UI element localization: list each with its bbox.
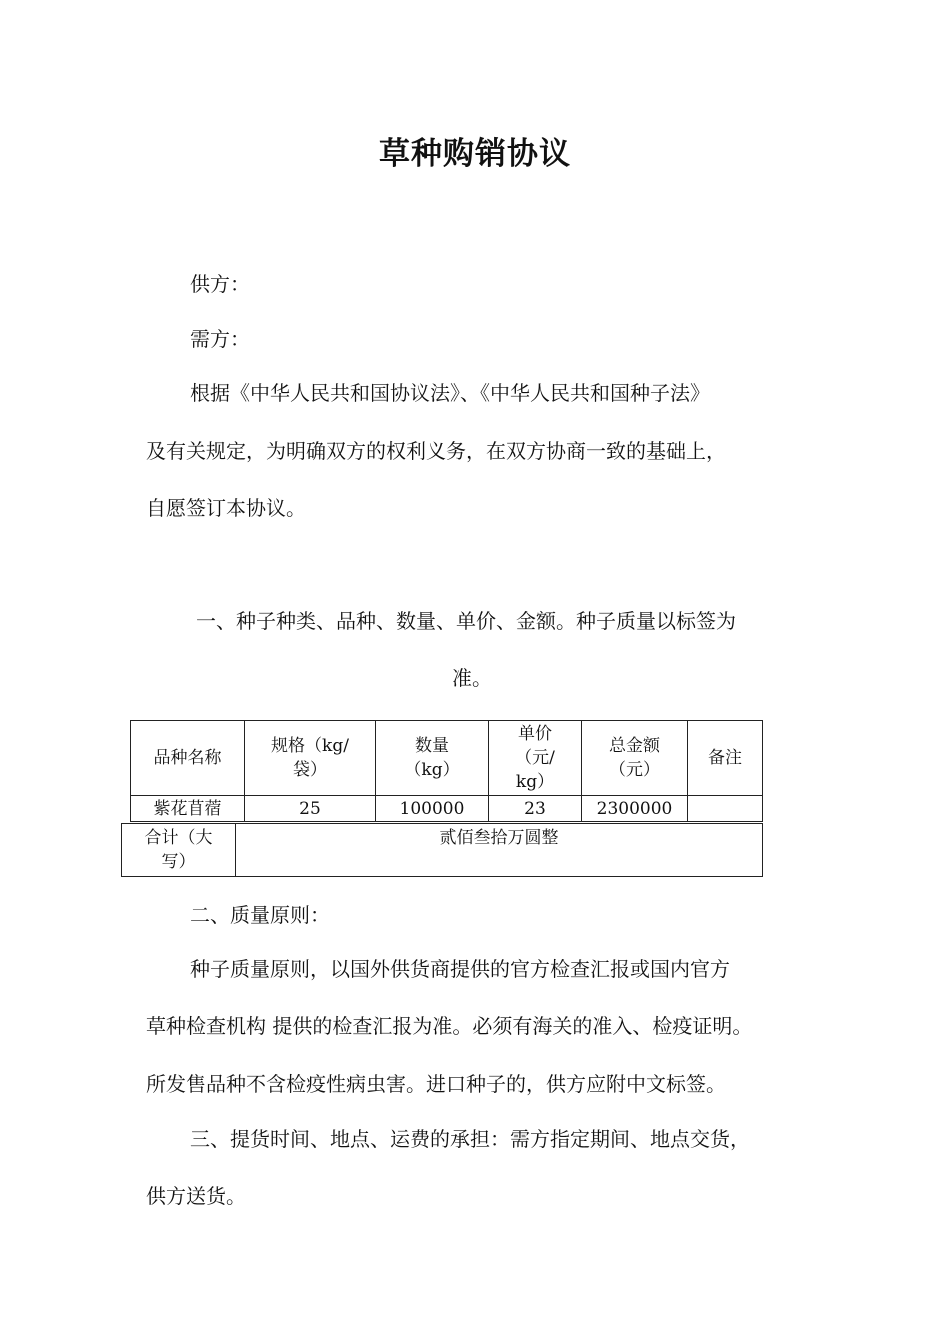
section2-line-2: 草种检查机构 提供的检查汇报为准。必须有海关的准入、检疫证明。	[146, 1014, 753, 1038]
preamble-line-2: 及有关规定，为明确双方的权利义务，在双方协商一致的基础上，	[146, 439, 726, 463]
section1-line-1: 一、种子种类、品种、数量、单价、金额。种子质量以标签为	[196, 609, 736, 633]
section3-line-2: 供方送货。	[146, 1184, 246, 1208]
cell-spec: 25	[245, 796, 376, 822]
table-row	[131, 796, 763, 822]
seed-table	[130, 720, 763, 822]
total-row	[122, 824, 763, 877]
header-spec: 规格（kg/ 袋）	[245, 721, 376, 796]
total-amount-words: 贰佰叁拾万圆整	[236, 824, 763, 877]
section1-line-2: 准。	[452, 666, 492, 690]
total-label: 合计（大 写）	[122, 824, 236, 877]
cell-quantity: 100000	[376, 796, 489, 822]
cell-total: 2300000	[582, 796, 688, 822]
preamble-line-1: 根据《中华人民共和国协议法》、《中华人民共和国种子法》	[190, 381, 710, 405]
page-title: 草种购销协议	[379, 136, 571, 172]
section2-line-1: 种子质量原则，以国外供货商提供的官方检查汇报或国内官方	[190, 957, 730, 981]
buyer-label: 需方：	[190, 327, 250, 351]
header-remarks: 备注	[688, 721, 763, 796]
header-unit-price: 单价 （元/ kg）	[489, 721, 582, 796]
section2-heading: 二、质量原则：	[190, 903, 330, 927]
supplier-label: 供方：	[190, 272, 250, 296]
header-quantity: 数量 （kg）	[376, 721, 489, 796]
table-header-row	[131, 721, 763, 796]
cell-variety: 紫花苜蓿	[131, 796, 245, 822]
total-table	[121, 823, 763, 877]
header-total: 总金额 （元）	[582, 721, 688, 796]
preamble-line-3: 自愿签订本协议。	[146, 496, 306, 520]
section3-line-1: 三、提货时间、地点、运费的承担：需方指定期间、地点交货，	[190, 1127, 750, 1151]
cell-remarks	[688, 796, 763, 822]
section2-line-3: 所发售品种不含检疫性病虫害。进口种子的，供方应附中文标签。	[146, 1072, 726, 1096]
cell-unit-price: 23	[489, 796, 582, 822]
header-variety: 品种名称	[131, 721, 245, 796]
